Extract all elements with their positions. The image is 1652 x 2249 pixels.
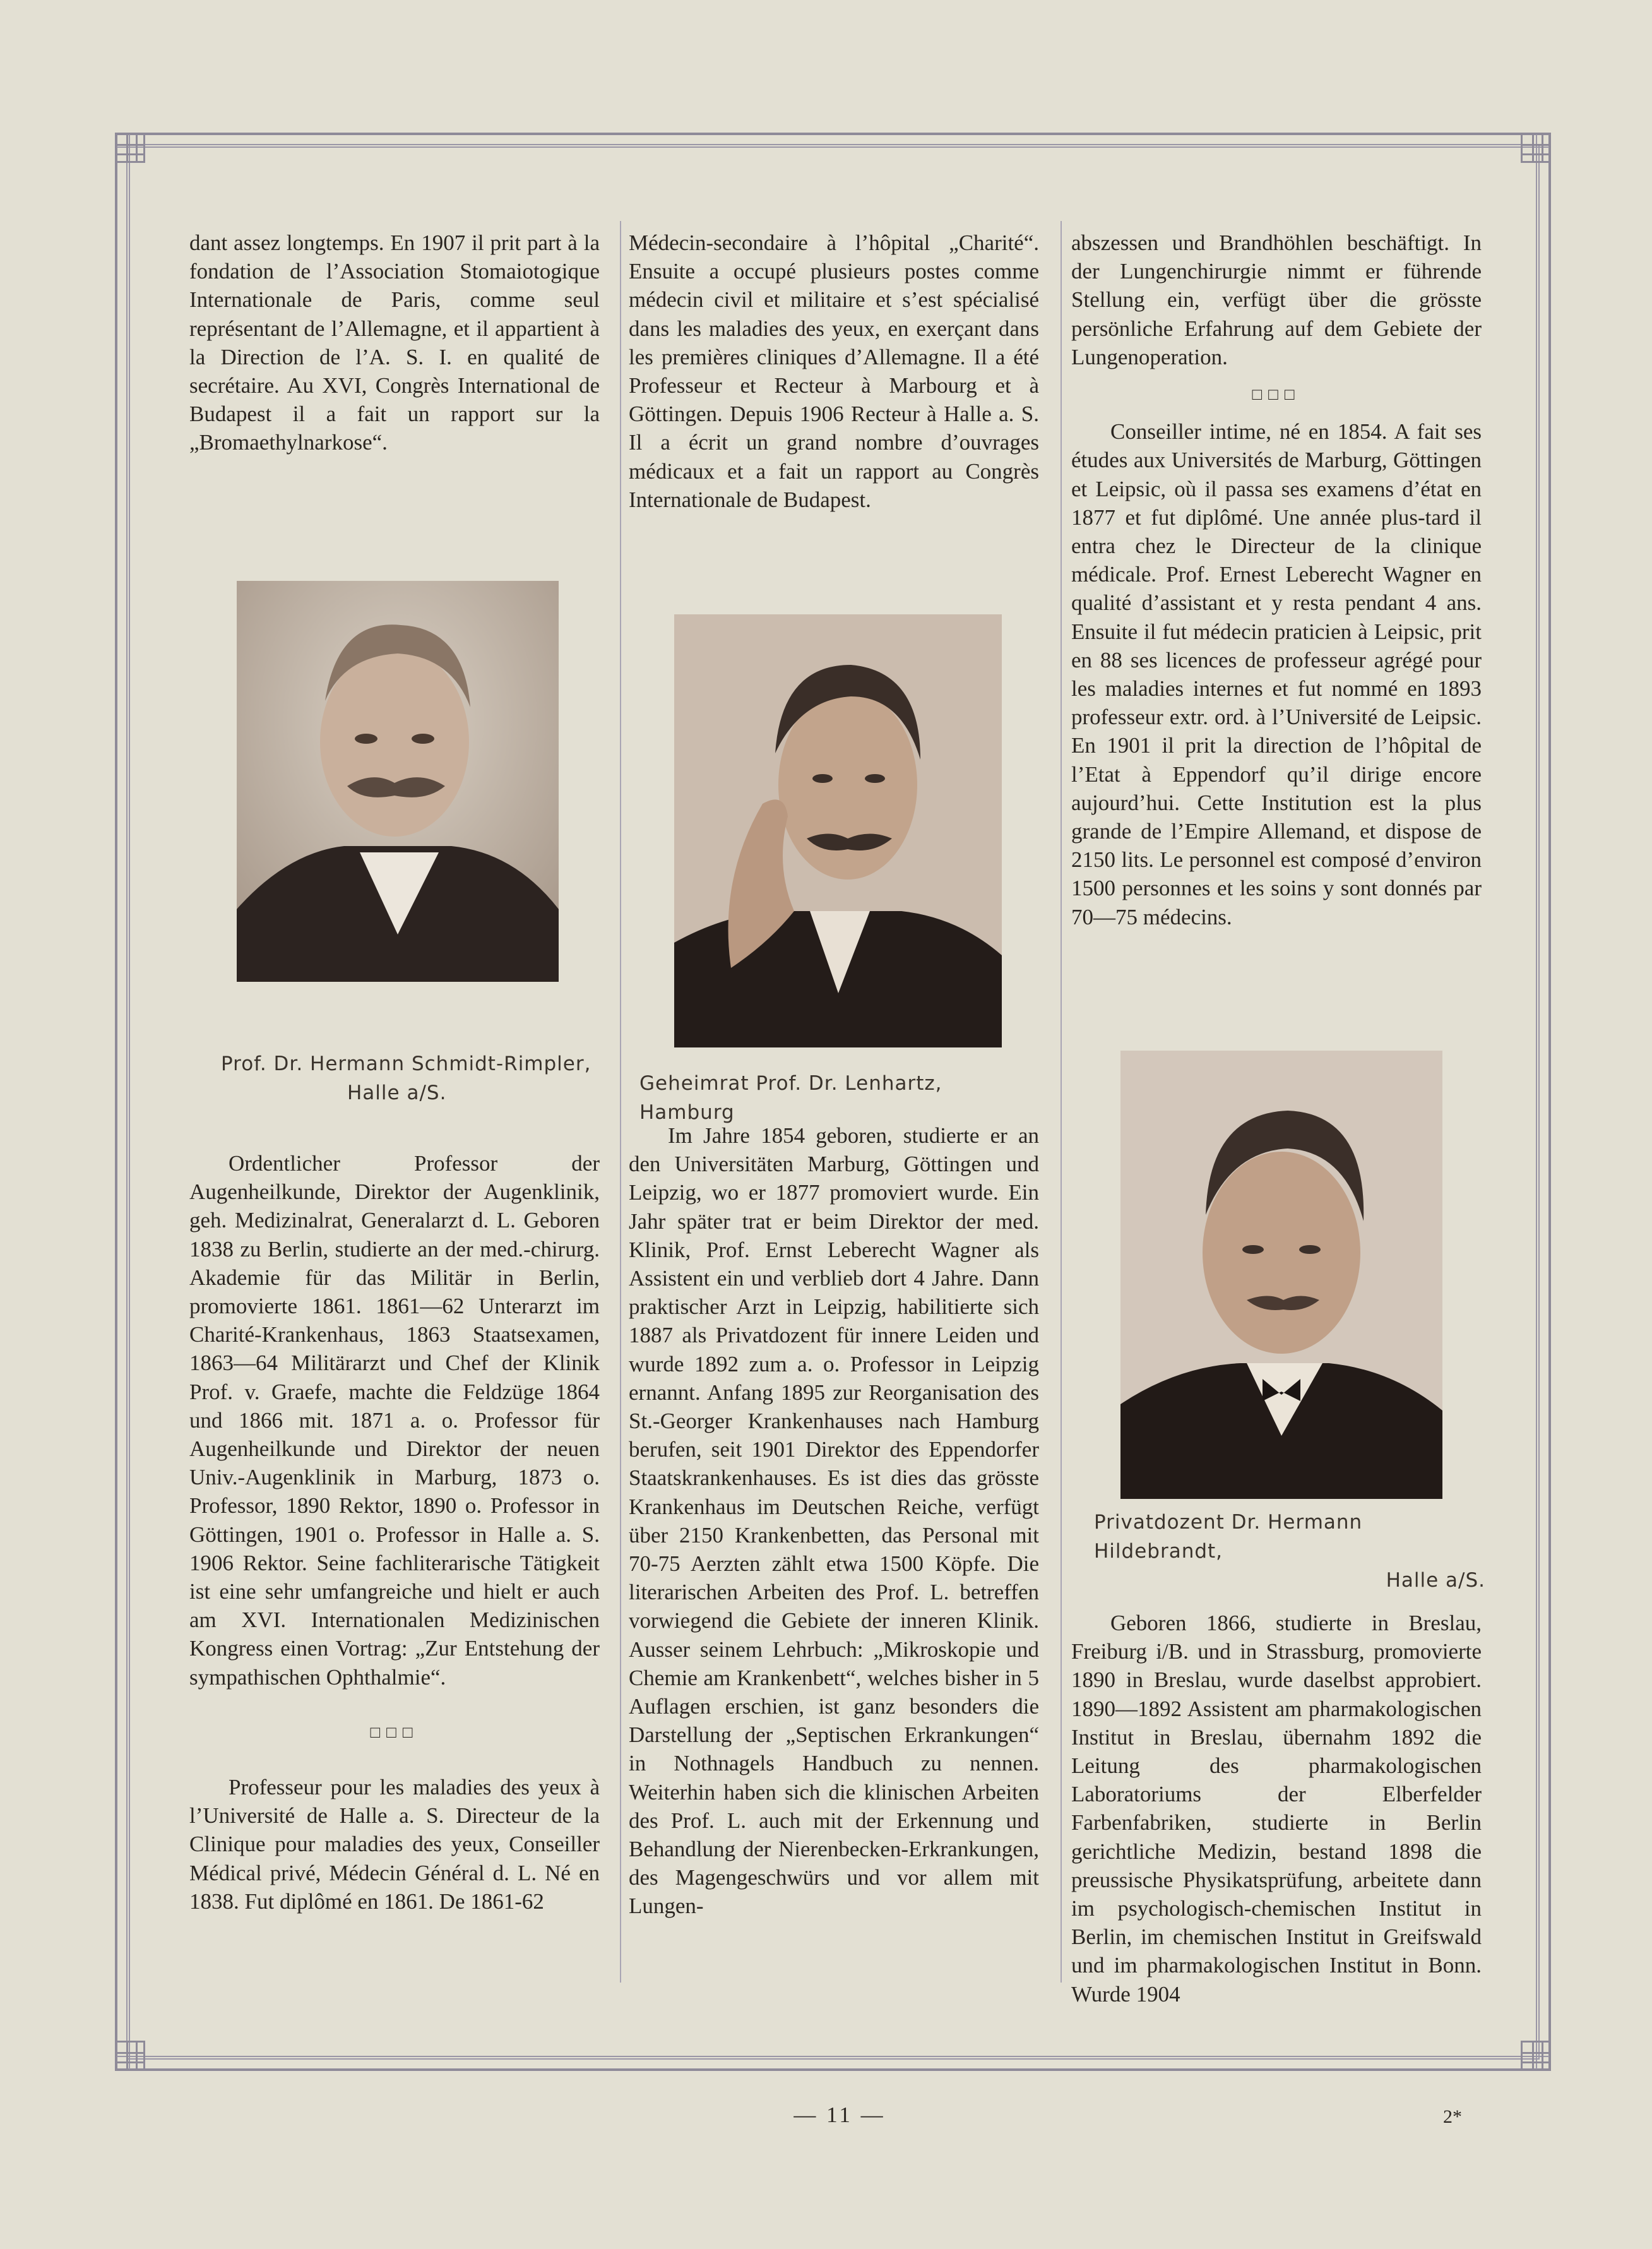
column-3-bottom (1071, 1609, 1482, 2008)
paragraph-col3-intro: abszessen und Brandhöhlen beschäftigt. In der Lungenchirurgie nimmt er führende Stellung ein, verfügt über die grösste persönliche Erfahrung auf dem Gebiete der Lungenoperation. (1071, 230, 1482, 369)
column-1-top (189, 229, 600, 457)
frame-rule-top (115, 146, 1551, 148)
signature-mark: 2* (1443, 2106, 1462, 2127)
paragraph-schmidt-rimpler-de: Ordentlicher Professor der Augenheilkunde, Direktor der Augenklinik, geh. Medizinalrat, Generalarzt d. L. Geboren 1838 zu Berlin, studierte an der med.-chirurg. Akademie für das Militär in Berlin, promovierte 1861. 1861—62 Unterarzt im Charité-Krankenhaus, 1863 Staatsexamen, 1863—64 Militärarzt und Chef der Klinik Prof. v. Graefe, machte die Feldzüge 1864 und 1866 mit. 1871 a. o. Professor für Augenheilkunde und Direktor der neuen Univ.-Augenklinik in Marburg, 1873 o. Professor, 1890 Rektor, 1890 o. Professor in Göttingen, 1901 o. Professor in Halle a. S. 1906 Rektor. Seine fachliterarische Tätigkeit ist eine sehr umfangreiche und hielt er auch am XVI. Internationalen Medizinischen Kongress einen Vortrag: „Zur Entstehung der sympathischen Ophthalmie“. (189, 1151, 600, 1690)
paragraph-col2-intro: Médecin-secondaire à l’hôpital „Charité“. Ensuite a occupé plusieurs postes comme médecin civil et militaire et s’est spécialisé dans les maladies des yeux, en exerçant dans les premières cliniques d’Allemagne. Il a été Professeur et Recteur à Marbourg et à Göttingen. Depuis 1906 Recteur à Halle a. S. Il a écrit un grand nombre d’ouvrages médicaux et a fait un rapport au Congrès Internationale de Budapest. (629, 230, 1039, 512)
caption-hildebrandt-place: Halle a/S. (1386, 1569, 1485, 1592)
paragraph-lenhartz-de: Im Jahre 1854 geboren, studierte er an den Universitäten Marburg, Göttingen und Leipzig, wo er 1877 promoviert wurde. Ein Jahr später trat er beim Direktor der med. Klinik, Prof. Ernst Leberecht Wagner als Assistent ein und verblieb dort 4 Jahre. Dann praktischer Arzt in Leipzig, habilitierte sich 1887 als Privatdozent für innere Leiden und wurde 1892 zum a. o. Professor in Leipzig ernannt. Anfang 1895 zur Reorganisation des St.-Georger Krankenhauses nach Hamburg berufen, seit 1901 Direktor des Eppendorfer Staatskrankenhauses. Es ist dies das grösste Krankenhaus im Deutschen Reiche, verfügt über 2150 Krankenbetten, das Personal mit 70-75 Aerzten zählt etwa 1500 Köpfe. Die literarischen Arbeiten des Prof. L. betreffen vorwiegend die Gebiete der inneren Klinik. Ausser seinem Lehrbuch: „Mikroskopie und Chemie am Krankenbett“, welches bisher in 5 Auflagen erschien, ist ganz besonders die Darstellung der „Septischen Erkrankungen“ in Nothnagels Handbuch zu nennen. Weiterhin haben sich die klinischen Arbeiten des Prof. L. auch mit der Erkennung und Behandlung der Nierenbecken-Erkrankungen, des Magengeschwürs und vor allem mit Lungen- (629, 1123, 1039, 1919)
column-2-top (629, 229, 1039, 514)
portrait-schmidt-rimpler (237, 581, 559, 982)
paragraph-col1-intro: dant assez longtemps. En 1907 il prit part à la fondation de l’Association Stomaiotogique Internationale de Paris, comme seul représentant de l’Allemagne, et il appartient à la Direction de l’A. S. I. en qualité de secrétaire. Au XVI, Congrès International de Budapest il a fait un rapport sur la „Bromaethylnarkose“. (189, 230, 600, 455)
corner-ornament-bottom-right (1521, 2041, 1551, 2071)
section-separator-col3: □□□ (1252, 385, 1301, 404)
corner-ornament-bottom-left (115, 2041, 145, 2071)
portrait-lenhartz (674, 614, 1002, 1047)
paragraph-lenhartz-fr: Conseiller intime, né en 1854. A fait ses études aux Universités de Marburg, Göttingen et Leipsic, où il passa ses examens d’état en 1877 et fut diplômé. Une année plus-tard il entra chez le Directeur de la clinique médicale. Prof. Ernest Leberecht Wagner en qualité d’assistant et y resta pendant 4 ans. Ensuite il fut médecin praticien à Leipsic, prit en 88 ses licences de professeur agrégé pour les maladies internes et fut nommé en 1893 professeur extr. ord. à l’Université de Leipsic. En 1901 il prit la direction de l’hôpital de l’Etat à Eppendorf qu’il dirige encore aujourd’hui. Cette Institution est la plus grande de l’Empire Allemand, et dispose de 2150 lits. Le personnel est composé d’environ 1500 personnes et les soins y sont donnés par 70—75 médecins. (1071, 419, 1482, 929)
section-separator-col1: □□□ (370, 1722, 419, 1741)
column-2-bottom (629, 1121, 1039, 1921)
column-divider-2 (1061, 221, 1062, 1983)
column-divider-1 (620, 221, 621, 1983)
portrait-lenhartz-image (674, 614, 1002, 1047)
column-3-top (1071, 229, 1482, 931)
portrait-hildebrandt-image (1120, 1051, 1442, 1499)
frame-rule-left (129, 133, 130, 2071)
column-1-bottom (189, 1149, 600, 1916)
frame-rule-bottom (115, 2056, 1551, 2057)
caption-schmidt-rimpler-name: Prof. Dr. Hermann Schmidt-Rimpler, (221, 1053, 591, 1075)
caption-schmidt-rimpler (221, 1049, 600, 1107)
portrait-schmidt-rimpler-image (237, 581, 559, 982)
page-number: — 11 — (793, 2103, 886, 2127)
frame-rule-right (1536, 133, 1537, 2071)
caption-lenhartz (639, 1069, 1043, 1127)
corner-ornament-top-right (1521, 133, 1551, 163)
corner-ornament-top-left (115, 133, 145, 163)
portrait-hildebrandt (1120, 1051, 1442, 1499)
paragraph-schmidt-rimpler-fr: Professeur pour les maladies des yeux à l’Université de Halle a. S. Directeur de la Clinique pour maladies des yeux, Conseiller Médical privé, Médecin Général d. L. Né en 1838. Fut diplômé en 1861. De 1861-62 (189, 1775, 600, 1914)
paragraph-hildebrandt-de: Geboren 1866, studierte in Breslau, Freiburg i/B. und in Strassburg, promovierte 1890 in Breslau, wurde daselbst approbiert. 1890—1892 Assistent am pharmakologischen Institut in Breslau, übernahm 1892 die Leitung des pharmakologischen Laboratoriums der Elberfelder Farbenfabriken, studierte in Berlin gerichtliche Medizin, bestand 1898 die preussische Physikatsprüfung, arbeitete dann im psychologisch-chemischen Institut in Berlin, im chemischen Institut in Greifswald und im pharmakologischen Institut in Bonn. Wurde 1904 (1071, 1611, 1482, 2007)
caption-hildebrandt-name: Privatdozent Dr. Hermann Hildebrandt, (1094, 1511, 1363, 1563)
caption-hildebrandt (1094, 1508, 1485, 1595)
caption-schmidt-rimpler-place: Halle a/S. (347, 1082, 447, 1104)
caption-lenhartz-name: Geheimrat Prof. Dr. Lenhartz, Hamburg (639, 1072, 942, 1124)
